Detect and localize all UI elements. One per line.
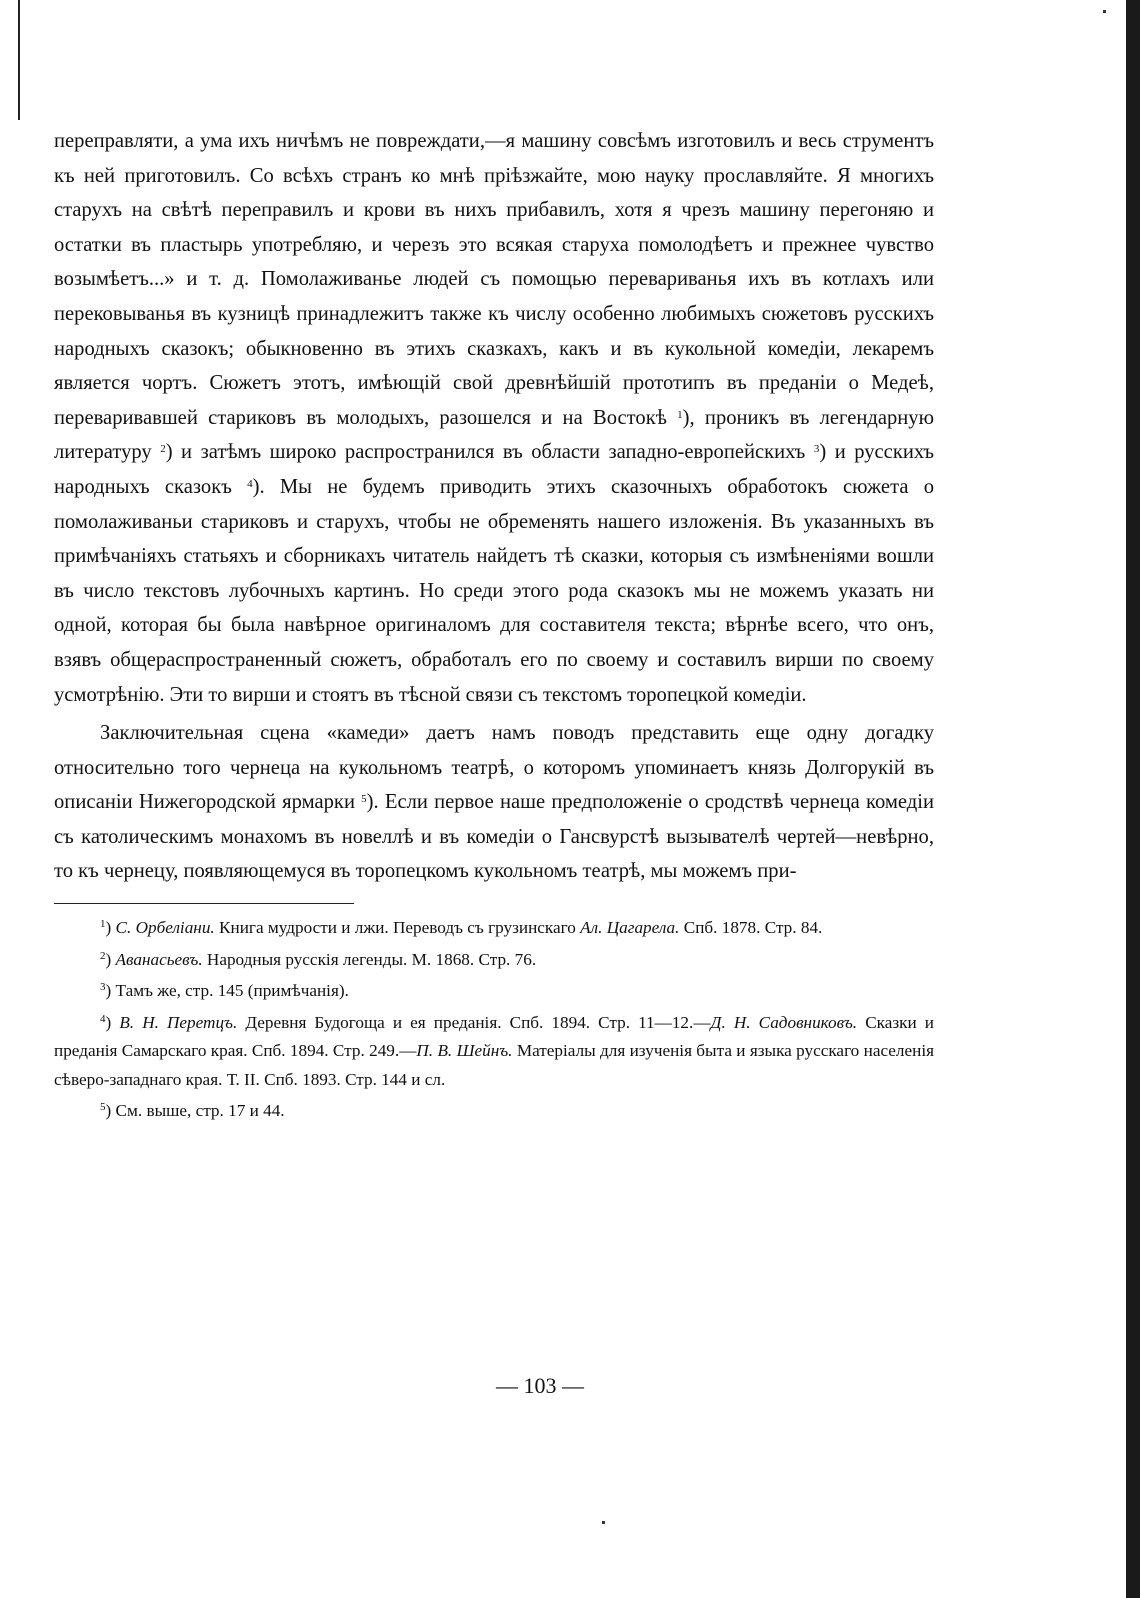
footnote-ref-2: 2 [160,443,166,456]
footnote-2: $^2$) Аванасьевъ. Народныя русскія легенды. М. 1868. Стр. 76. [100,949,537,969]
page-body [54,124,934,1129]
paragraph-1: переправляти, а ума ихъ ничѣмъ не повреждати,—я машину совсѣмъ изготовилъ и весь струментъ къ ней приготовилъ. Со всѣхъ странъ ко мнѣ пріѣзжайте, мою науку прославляйте. Я многихъ старухъ на свѣтѣ переправилъ и крови въ нихъ прибавилъ, хотя я чрезъ машину перегоняю и остатки въ пластырь употребляю, и черезъ это всякая старуха помолодѣетъ и прежнее чувство возымѣетъ...» и т. д. Помолаживанье людей съ помощью перевариванья ихъ въ котлахъ или перековыванья въ кузницѣ принадлежитъ также къ числу особенно любимыхъ сюжетовъ русскихъ народныхъ сказокъ; обыкновенно въ этихъ сказкахъ, какъ и въ кукольной комедіи, лекаремъ является чортъ. Сюжетъ этотъ, имѣющій свой древнѣйшій прототипъ въ преданіи о Медеѣ, переваривавшей стариковъ въ молодыхъ, разошелся и на Востокѣ $^1$), проникъ въ легендарную литературу $^2$) и затѣмъ широко распространился въ области западно-европейскихъ $^3$) и русскихъ народныхъ сказокъ $^4$). Мы не будемъ приводить этихъ сказочныхъ обработокъ сюжета о помолаживаньи стариковъ и старухъ, чтобы не обременять нашего изложенія. Въ указанныхъ въ примѣчаніяхъ статьяхъ и сборникахъ читатель найдетъ тѣ сказки, которыя съ измѣненіями вошли въ число текстовъ лубочныхъ картинъ. Но среди этого рода сказокъ мы не можемъ указать ни одной, которая бы была навѣрное оригиналомъ для составителя текста; вѣрнѣе всего, что онъ, взявъ общераспространенный сюжетъ, обработалъ его по своему и составилъ вирши по своему усмотрѣнію. Эти то вирши и стоятъ въ тѣсной связи съ текстомъ торопецкой комедіи. [54,130,935,706]
scan-speck [1103,10,1106,13]
footnote-3: $^3$) Тамъ же, стр. 145 (примѣчанія). [100,981,349,1001]
paragraph-2: Заключительная сцена «камеди» даетъ намъ поводъ представить еще одну догадку относительно того чернеца на кукольномъ театрѣ, о которомъ упоминаетъ князь Долгорукій въ описаніи Нижегородской ярмарки $^5$). Если первое наше предположеніе о сродствѣ чернеца комедіи съ католическимъ монахомъ въ новеллѣ и въ комедіи о Гансвурстѣ вызывателѣ чертей—невѣрно, то къ чернецу, появляющемуся въ торопецкомъ кукольномъ театрѣ, мы можемъ при- [54,722,934,883]
footnote-ref-1: 1 [677,408,683,421]
scan-left-edge [18,0,20,120]
footnote-ref-3: 3 [813,443,820,456]
footnote-ref-5: 5 [361,793,367,806]
footnote-5: $^5$) См. выше, стр. 17 и 44. [100,1101,285,1121]
footnote-1: $^1$) С. Орбеліани. Книга мудрости и лжи. Переводъ съ грузинскаго Ал. Цагарела. Спб. 1878. Стр. 84. [100,918,823,938]
footnote-ref-4: 4 [247,477,253,490]
footnote-separator [54,903,354,904]
main-text [54,124,934,889]
scan-right-edge [1118,0,1140,1598]
scan-speck-bottom [602,1521,605,1524]
footnotes [54,914,934,1126]
page-number: — 103 — [496,1373,584,1398]
footnote-4: $^4$) В. Н. Перетцъ. Деревня Будогоща и ея преданія. Спб. 1894. Стр. 11—12.—Д. Н. Садовниковъ. Сказки и преданія Самарскаго края. Спб. 1894. Стр. 249.—П. В. Шейнъ. Матеріалы для изученія быта и языка русскаго населенія сѣверо-западнаго края. Т. II. Спб. 1893. Стр. 144 и сл. [54,1012,935,1089]
